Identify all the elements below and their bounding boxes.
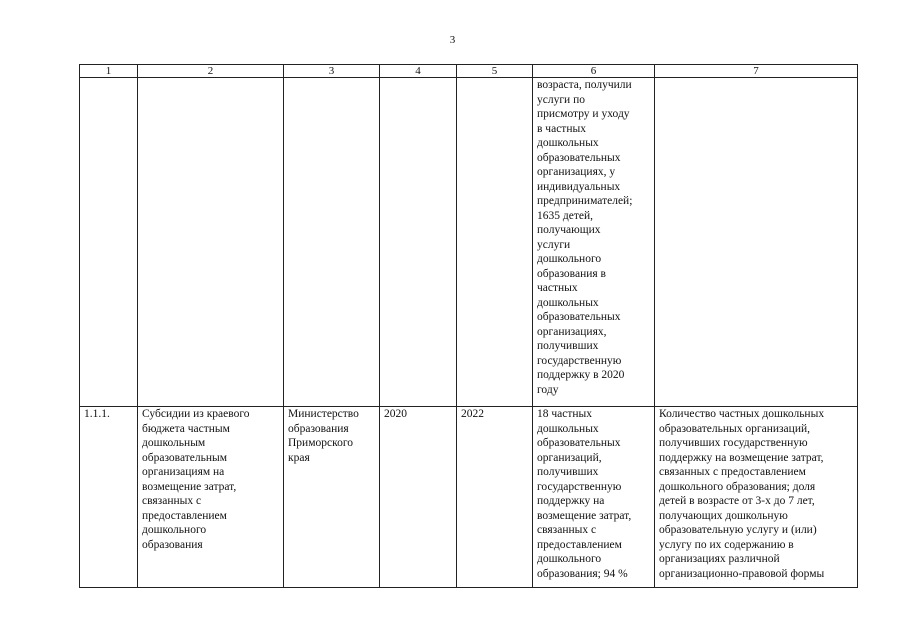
cell-executor: Министерство образования Приморского края — [284, 407, 380, 588]
cell-start-year — [380, 78, 457, 407]
column-number-1: 1 — [80, 65, 138, 78]
column-number-6: 6 — [533, 65, 655, 78]
cell-number — [80, 78, 138, 407]
cell-expected-result: 18 частных дошкольных образовательных организаций, получивших государственную поддержку на возмещение затрат, связанных с предоставлением дошкольного образования; 94 % — [533, 407, 655, 588]
column-number-4: 4 — [380, 65, 457, 78]
column-number-2: 2 — [138, 65, 284, 78]
page-number: 3 — [449, 34, 456, 46]
table-row-1-1-1 — [80, 407, 858, 588]
cell-executor — [284, 78, 380, 407]
cell-activity: Субсидии из краевого бюджета частным дошкольным образовательным организациям на возмещение затрат, связанных с предоставлением дошкольного образования — [138, 407, 284, 588]
cell-end-year — [457, 78, 533, 407]
table-row-continuation — [80, 78, 858, 407]
cell-expected-result: возраста, получили услуги по присмотру и уходу в частных дошкольных образовательных организациях, у индивидуальных предпринимателей; 1635 детей, получающих услуги дошкольного образования в частных дошкольных образовательных организациях, получивших государственную поддержку в 2020 году — [533, 78, 655, 407]
table-header-row — [80, 65, 858, 78]
cell-number: 1.1.1. — [80, 407, 138, 588]
column-number-5: 5 — [457, 65, 533, 78]
cell-indicator — [655, 78, 858, 407]
program-table — [79, 64, 858, 588]
cell-indicator: Количество частных дошкольных образовательных организаций, получивших государственную поддержку на возмещение затрат, связанных с предоставлением дошкольного образования; доля детей в возрасте от 3-х до 7 лет, получающих дошкольную образовательную услугу и (или) услугу по их содержанию в организациях различной организационно-правовой формы — [655, 407, 858, 588]
column-number-7: 7 — [655, 65, 858, 78]
cell-end-year: 2022 — [457, 407, 533, 588]
cell-activity — [138, 78, 284, 407]
column-number-3: 3 — [284, 65, 380, 78]
cell-start-year: 2020 — [380, 407, 457, 588]
